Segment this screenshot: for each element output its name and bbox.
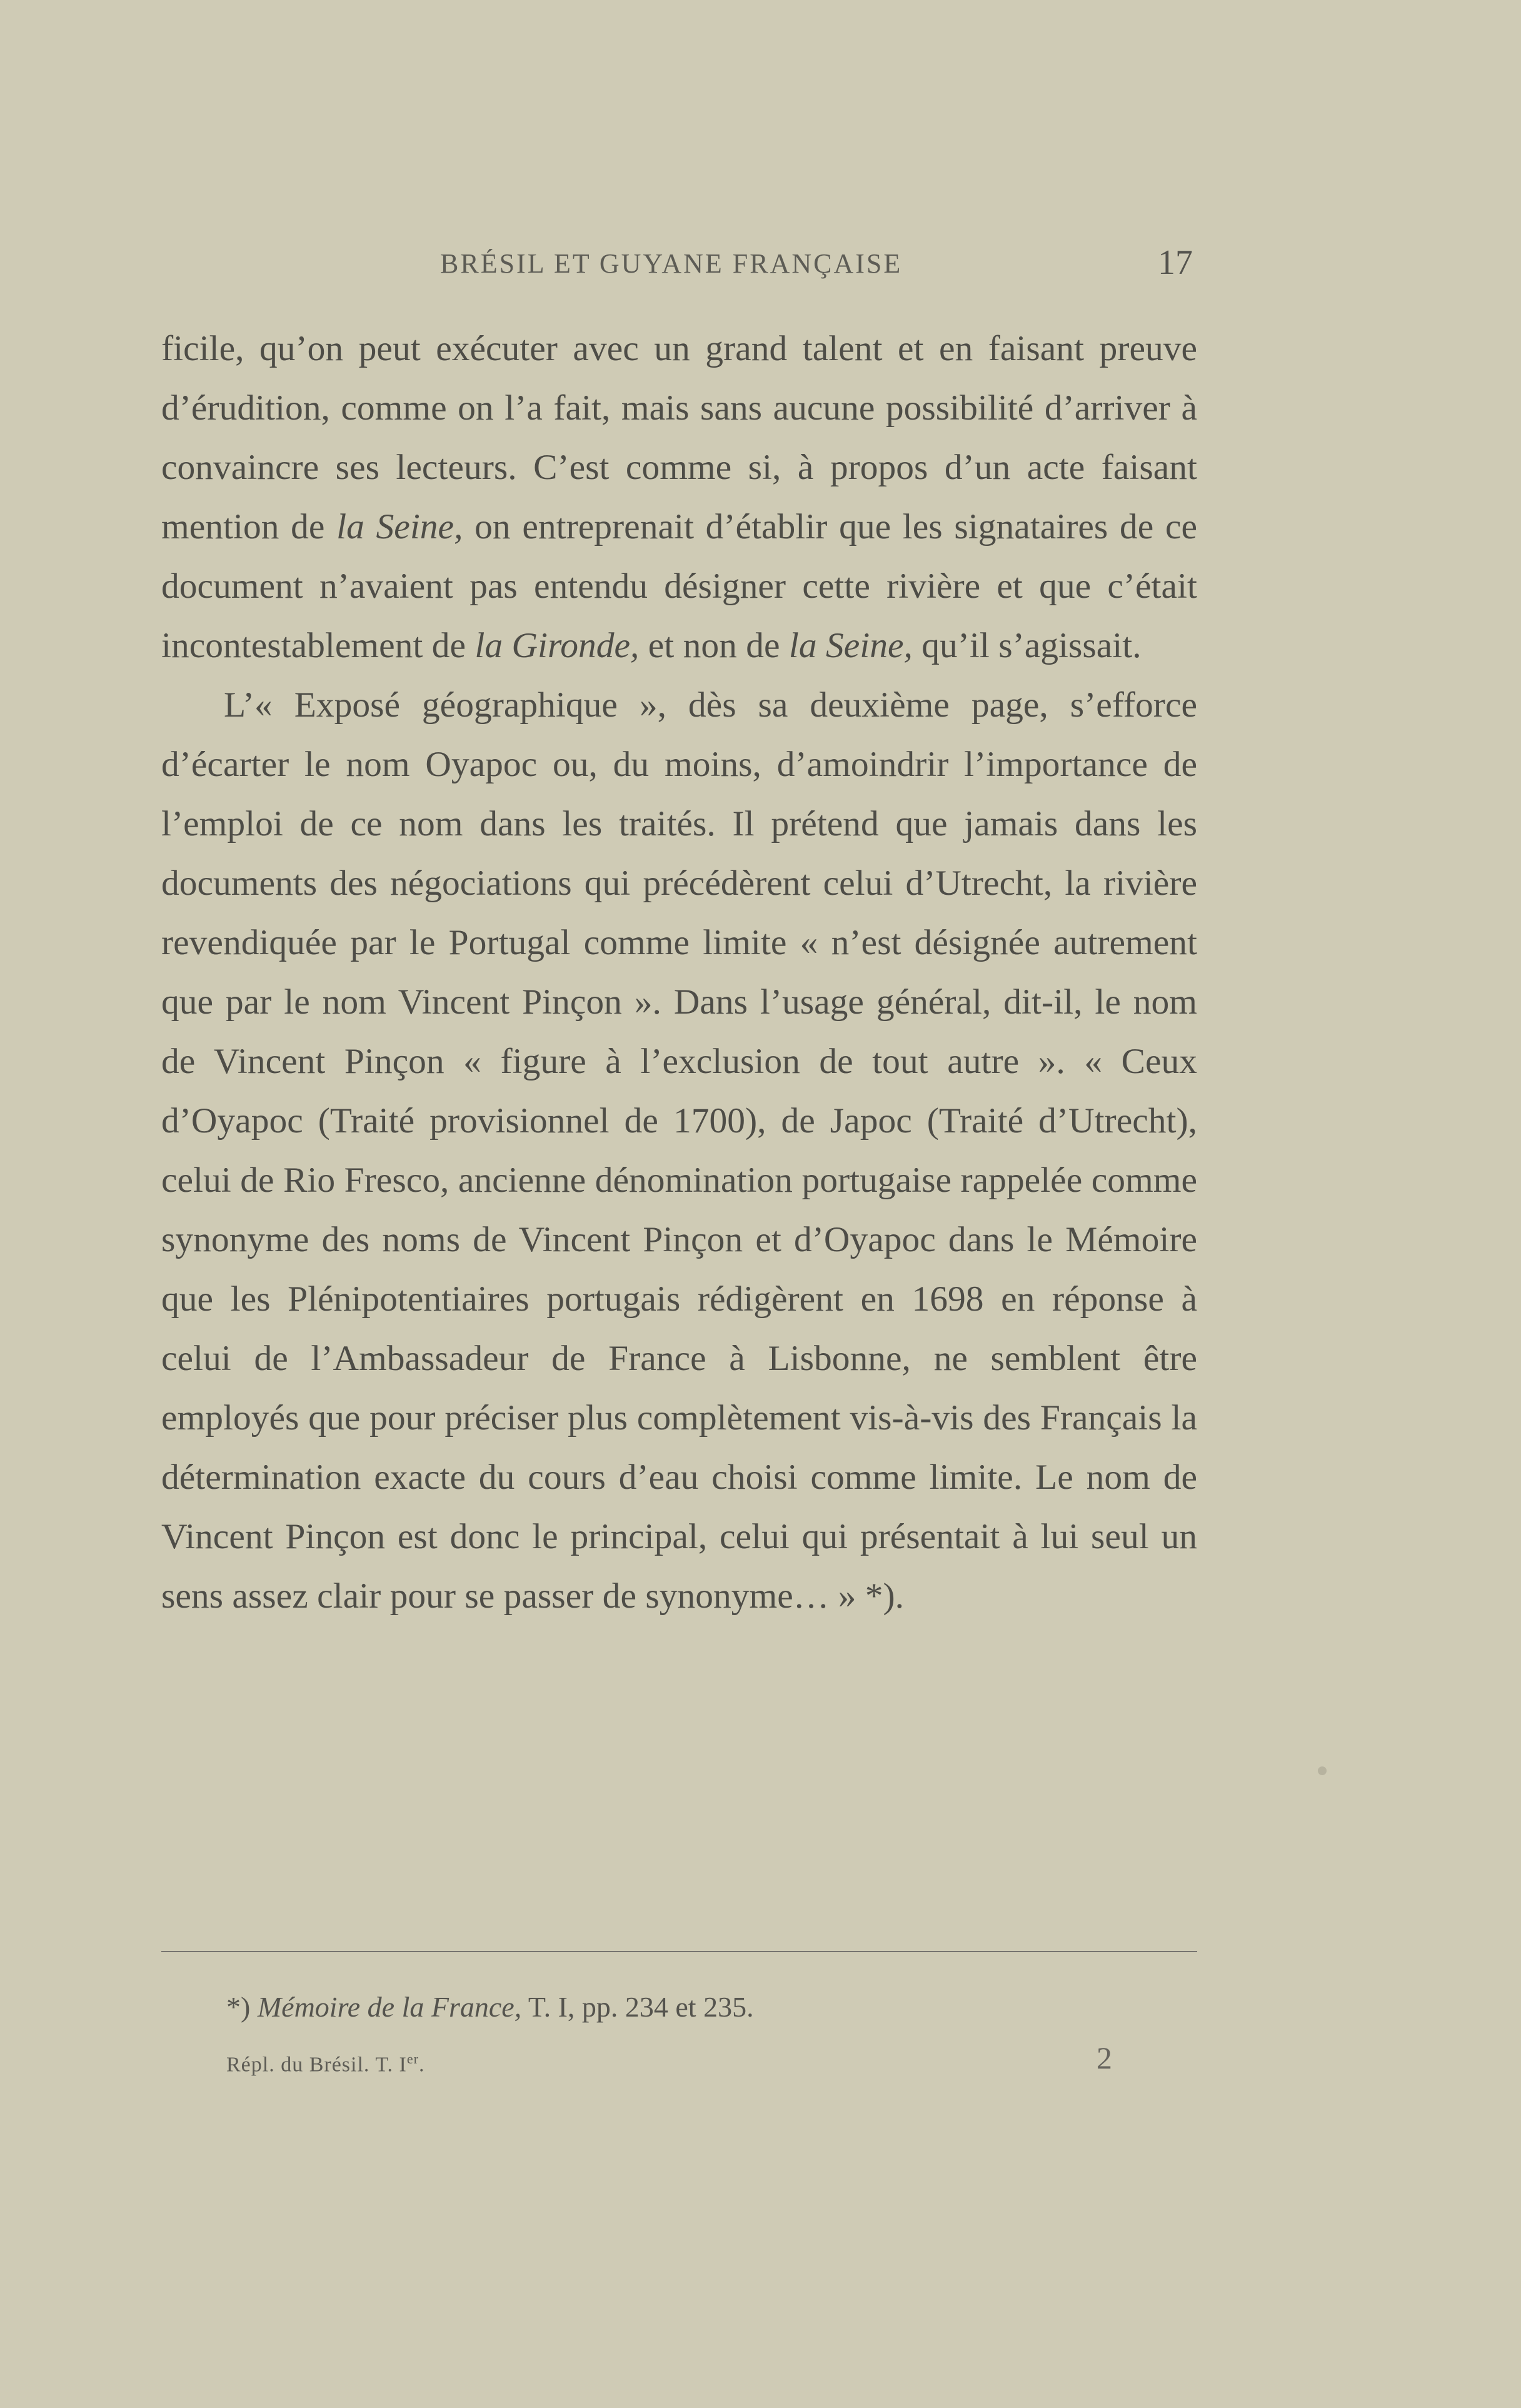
signature-line xyxy=(226,2051,424,2077)
signature-sup: er xyxy=(406,2051,419,2067)
text-segment: qu’il s’agissait. xyxy=(912,626,1142,665)
paragraph-2 xyxy=(161,675,1197,1626)
text-segment: ficile, qu’on peut exécuter avec un grand talent et en faisant preuve d’érudition, comme on l’a fait, mais sans aucune possibilité d’arriver à convaincre ses lecteurs. C’est comme si, à propos d’un acte faisant mention de xyxy=(161,329,1197,547)
paragraph-1 xyxy=(161,319,1197,675)
page-header xyxy=(161,243,1193,286)
footnote xyxy=(226,1990,754,2023)
footnote-reference: T. I, pp. 234 et 235. xyxy=(528,1991,754,2023)
running-title: BRÉSIL ET GUYANE FRANÇAISE xyxy=(440,248,903,279)
paper-speck xyxy=(1318,1766,1327,1775)
footnote-marker: *) xyxy=(226,1991,251,2023)
signature-label: Répl. du Brésil. T. I xyxy=(226,2053,407,2077)
italic-segment: la Gironde, xyxy=(474,626,640,665)
text-segment: L’« Exposé géographique », dès sa deuxième page, s’efforce d’écarter le nom Oyapoc ou, du moins, d’amoindrir l’importance de l’emploi de ce nom dans les traités. Il prétend que jamais dans les documents des négociations qui précédèrent celui d’Utrecht, la rivière revendiquée par le Portugal comme limite « n’est désignée autrement que par le nom Vincent Pinçon ». Dans l’usage général, dit-il, le nom de Vincent Pinçon « figure à l’exclusion de tout autre ». « Ceux d’Oyapoc (Traité provisionnel de 1700), de Japoc (Traité d’Utrecht), celui de Rio Fresco, ancienne dénomination portugaise rappelée comme synonyme des noms de Vincent Pinçon et d’Oyapoc dans le Mémoire que les Plénipotentiaires portugais rédigèrent en 1698 en réponse à celui de l’Ambassadeur de France à Lisbonne, ne semblent être employés que pour préciser plus complètement vis-à-vis des Français la détermination exacte du cours d’eau choisi comme limite. Le nom de Vincent Pinçon est donc le principal, celui qui présentait à lui seul un sens assez clair pour se passer de synonyme… » *). xyxy=(161,685,1197,1616)
page-number: 17 xyxy=(1158,243,1193,282)
signature-suffix: . xyxy=(418,2053,425,2077)
italic-segment: la Seine, xyxy=(336,507,463,547)
italic-segment: la Seine, xyxy=(788,626,913,665)
text-segment: on entreprenait d’établir que les signataires de ce document n’avaient pas entendu désigner cette rivière et que c’était incontestablement de xyxy=(161,507,1197,665)
footnote-rule xyxy=(161,1951,1197,1952)
body-text xyxy=(161,319,1197,1626)
signature-number: 2 xyxy=(1097,2040,1112,2075)
text-segment: et non de xyxy=(639,626,789,665)
footnote-title: Mémoire de la France, xyxy=(257,1991,522,2023)
